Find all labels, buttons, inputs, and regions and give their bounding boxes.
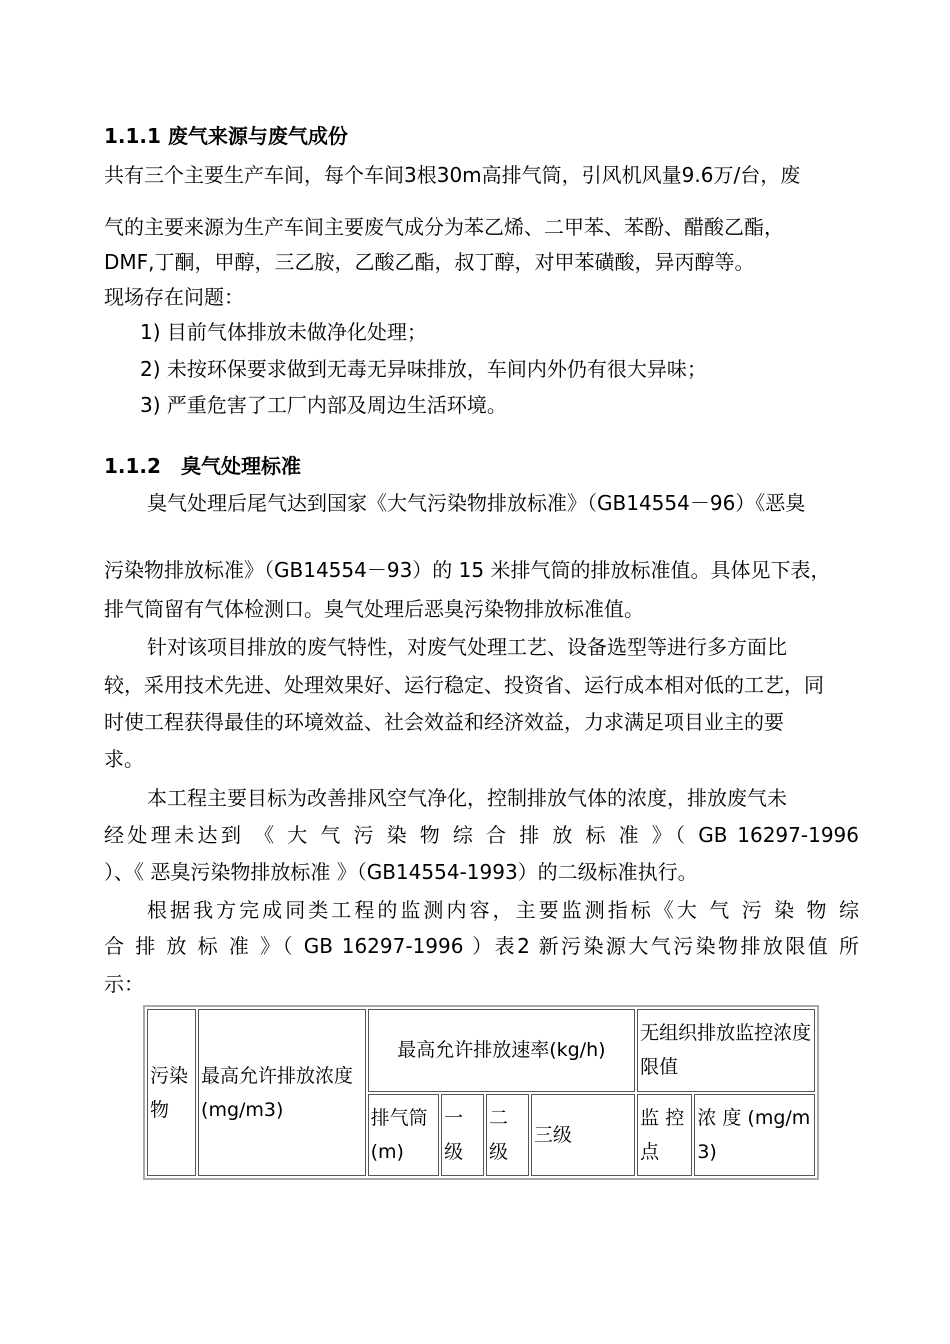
subheader-level-2: 二级 (486, 1094, 529, 1177)
subheader-level-3: 三级 (531, 1094, 635, 1177)
issue-item: 3) 严重危害了工厂内部及周边生活环境。 (140, 393, 507, 417)
para3-line2: 较，采用技术先进、处理效果好、运行稳定、投资省、运行成本相对低的工艺，同 (104, 673, 824, 697)
para5-line2: 合 排 放 标 准 》（ GB 16297-1996 ）表2 新污染源大气污染物排放限值 所 (104, 934, 859, 958)
issue-item: 2) 未按环保要求做到无毒无异味排放，车间内外仍有很大异味； (140, 357, 707, 381)
para2-line1: 臭气处理后尾气达到国家《大气污染物排放标准》（GB14554－96）《恶臭 (147, 491, 806, 515)
header-fugitive-limit: 无组织排放监控浓度限值 (637, 1009, 815, 1092)
header-pollutant: 污染物 (147, 1009, 196, 1176)
para4-line3: ）、《 恶臭污染物排放标准 》（GB14554-1993）的二级标准执行。 (104, 860, 698, 884)
emission-limit-table (143, 1005, 819, 1180)
para5-line3: 示： (104, 972, 144, 996)
para1-line3: DMF,丁酮，甲醇，三乙胺，乙酸乙酯，叔丁醇，对甲苯磺酸，异丙醇等。 (104, 250, 755, 274)
heading-1-1-2: 1.1.2 臭气处理标准 (104, 454, 301, 478)
subheader-level-1: 一级 (441, 1094, 484, 1177)
issue-item: 1) 目前气体排放未做净化处理； (140, 320, 427, 344)
para3-line3: 时使工程获得最佳的环境效益、社会效益和经济效益，力求满足项目业主的要 (104, 710, 784, 734)
issues-title: 现场存在问题： (104, 285, 244, 309)
subheader-stack: 排气筒(m) (368, 1094, 440, 1177)
para1-line1: 共有三个主要生产车间，每个车间3根30m高排气筒，引风机风量9.6万/台，废 (104, 163, 801, 187)
para1-line2: 气的主要来源为生产车间主要废气成分为苯乙烯、二甲苯、苯酚、醋酸乙酯， (104, 215, 784, 239)
header-max-rate: 最高允许排放速率(kg/h) (368, 1009, 636, 1092)
para5-line1: 根据我方完成同类工程的监测内容，主要监测指标《大 气 污 染 物 综 (147, 898, 859, 922)
heading-1-1-1: 1.1.1 废气来源与废气成份 (104, 124, 348, 148)
subheader-concentration: 浓 度 (mg/m3) (694, 1094, 815, 1177)
para4-line1: 本工程主要目标为改善排风空气净化，控制排放气体的浓度，排放废气未 (147, 786, 787, 810)
header-max-concentration: 最高允许排放浓度(mg/m3) (198, 1009, 366, 1176)
subheader-monitor-point: 监 控点 (637, 1094, 692, 1177)
para2-line3: 排气筒留有气体检测口。臭气处理后恶臭污染物排放标准值。 (104, 597, 644, 621)
para2-line2: 污染物排放标准》（GB14554－93）的 15 米排气筒的排放标准值。具体见下表， (104, 558, 831, 582)
para3-line1: 针对该项目排放的废气特性，对废气处理工艺、设备选型等进行多方面比 (147, 635, 787, 659)
para4-line2: 经处理未达到 《 大 气 污 染 物 综 合 排 放 标 准 》（ GB 16297-1996 (104, 823, 859, 847)
para3-line4: 求。 (104, 747, 144, 771)
